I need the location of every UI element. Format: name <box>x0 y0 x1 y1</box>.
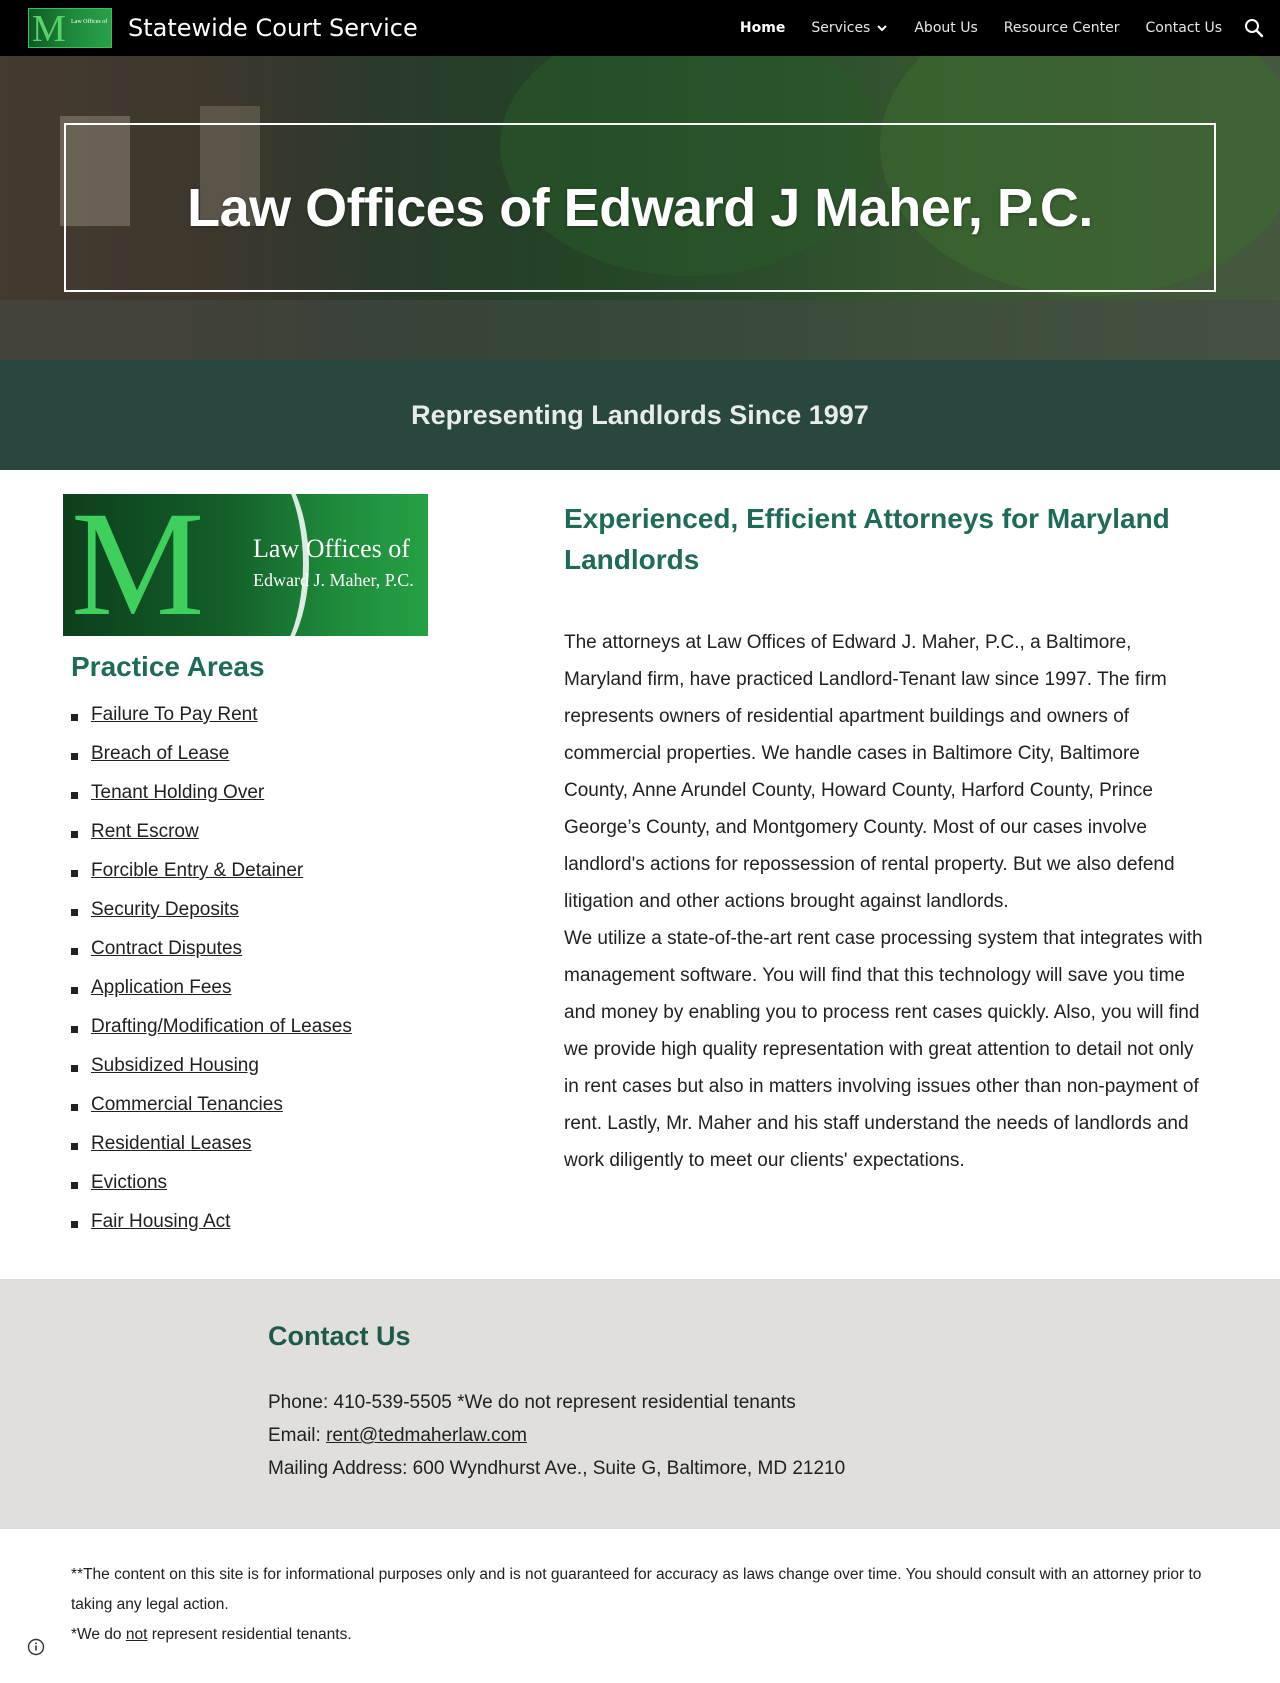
logo-mark: M <box>32 8 66 48</box>
bullet-icon <box>71 753 78 760</box>
nav-services-label: Services <box>811 20 871 36</box>
list-item <box>71 893 352 932</box>
practice-link[interactable]: Failure To Pay Rent <box>91 704 258 725</box>
bullet-icon <box>71 831 78 838</box>
practice-link[interactable]: Contract Disputes <box>91 938 243 959</box>
hero-photo-detail <box>0 300 1280 360</box>
hero-title: Law Offices of Edward J Maher, P.C. <box>187 177 1093 238</box>
practice-areas-title: Practice Areas <box>71 651 265 682</box>
bullet-icon <box>71 1104 78 1111</box>
list-item <box>71 737 352 776</box>
bullet-icon <box>71 909 78 916</box>
contact-email-link[interactable]: rent@tedmaherlaw.com <box>326 1425 528 1446</box>
disclaimer-text: **The content on this site is for informational purposes only and is not guaranteed for accuracy as laws change over time. You should consult with an attorney prior to taking any legal action. <box>71 1566 1202 1613</box>
list-item <box>71 1166 352 1205</box>
body-paragraph-1: The attorneys at Law Offices of Edward J. Maher, P.C., a Baltimore, Maryland firm, have practiced Landlord-Tenant law since 1997. The firm represents owners of residential apartment buildings and owners of commercial properties. We handle cases in Baltimore City, Baltimore County, Anne Arundel County, Howard County, Harford County, Prince George’s County, and Montgomery County. Most of our cases involve landlord's actions for repossession of rental property. But we also defend litigation and other actions brought against landlords. <box>564 632 1175 912</box>
bullet-icon <box>71 1182 78 1189</box>
practice-link[interactable]: Commercial Tenancies <box>91 1094 283 1115</box>
bullet-icon <box>71 1143 78 1150</box>
logo-banner-line1: Law Offices of <box>253 534 410 563</box>
top-nav <box>0 0 1280 56</box>
contact-address: Mailing Address: 600 Wyndhurst Ave., Suite G, Baltimore, MD 21210 <box>268 1458 846 1479</box>
nav-resource-center[interactable]: Resource Center <box>1003 20 1120 36</box>
tenant-note <box>71 1620 1221 1650</box>
logo-banner-arc <box>193 494 309 636</box>
nav-home[interactable]: Home <box>739 20 786 36</box>
practice-link[interactable]: Forcible Entry & Detainer <box>91 860 304 881</box>
practice-link[interactable]: Security Deposits <box>91 899 239 920</box>
contact-section <box>0 1279 1280 1529</box>
practice-link[interactable]: Breach of Lease <box>91 743 230 764</box>
list-item <box>71 1127 352 1166</box>
footer-disclaimer <box>71 1560 1221 1650</box>
list-item <box>71 815 352 854</box>
nav-services[interactable] <box>811 20 888 36</box>
bullet-icon <box>71 1026 78 1033</box>
firm-logo-banner <box>63 494 428 636</box>
contact-phone: Phone: 410-539-5505 *We do not represent residential tenants <box>268 1392 796 1413</box>
logo-banner-mark: M <box>71 494 201 636</box>
tagline-band <box>0 360 1280 470</box>
practice-link[interactable]: Fair Housing Act <box>91 1211 231 1232</box>
hero-frame <box>64 123 1216 292</box>
nav-links <box>714 0 1222 56</box>
bullet-icon <box>71 870 78 877</box>
tenant-note-emphasis: not <box>125 1626 148 1643</box>
list-item <box>71 1049 352 1088</box>
practice-link[interactable]: Subsidized Housing <box>91 1055 259 1076</box>
list-item <box>71 971 352 1010</box>
contact-email-label: Email: <box>268 1425 327 1446</box>
info-icon[interactable] <box>27 1638 45 1656</box>
site-title[interactable]: Statewide Court Service <box>128 14 418 42</box>
bullet-icon <box>71 1221 78 1228</box>
logo-banner-line2: Edward J. Maher, P.C. <box>253 570 414 590</box>
tagline: Representing Landlords Since 1997 <box>411 399 869 430</box>
practice-link[interactable]: Rent Escrow <box>91 821 199 842</box>
nav-contact-us[interactable]: Contact Us <box>1145 20 1222 36</box>
bullet-icon <box>71 714 78 721</box>
list-item <box>71 698 352 737</box>
main-heading: Experienced, Efficient Attorneys for Maryland Landlords <box>564 503 1170 575</box>
list-item <box>71 932 352 971</box>
practice-link[interactable]: Drafting/Modification of Leases <box>91 1016 352 1037</box>
practice-link[interactable]: Evictions <box>91 1172 168 1193</box>
hero-banner <box>0 56 1280 360</box>
site-logo[interactable] <box>28 8 112 48</box>
list-item <box>71 854 352 893</box>
body-paragraph-2: We utilize a state-of-the-art rent case processing system that integrates with management software. You will find that this technology will save you time and money by enabling you to process rent cases quickly. Also, you will find we provide high quality representation with great attention to detail not only in rent cases but also in matters involving issues other than non-payment of rent. Lastly, Mr. Maher and his staff understand the needs of landlords and work diligently to meet our clients' expectations. <box>564 928 1203 1171</box>
contact-title: Contact Us <box>268 1321 411 1351</box>
list-item <box>71 1088 352 1127</box>
search-icon[interactable] <box>1242 16 1266 40</box>
main-body <box>564 624 1204 1179</box>
bullet-icon <box>71 948 78 955</box>
list-item <box>71 1205 352 1244</box>
tenant-note-suffix: represent residential tenants. <box>147 1626 352 1643</box>
practice-link[interactable]: Application Fees <box>91 977 232 998</box>
contact-email-line <box>268 1425 527 1447</box>
list-item <box>71 776 352 815</box>
practice-areas-list <box>71 698 352 1244</box>
bullet-icon <box>71 1065 78 1072</box>
logo-text: Law Offices of <box>71 19 108 25</box>
practice-link[interactable]: Residential Leases <box>91 1133 252 1154</box>
nav-about-us[interactable]: About Us <box>914 20 978 36</box>
tenant-note-prefix: *We do <box>71 1626 126 1643</box>
chevron-down-icon[interactable] <box>876 22 888 34</box>
practice-link[interactable]: Tenant Holding Over <box>91 782 265 803</box>
list-item <box>71 1010 352 1049</box>
bullet-icon <box>71 987 78 994</box>
bullet-icon <box>71 792 78 799</box>
